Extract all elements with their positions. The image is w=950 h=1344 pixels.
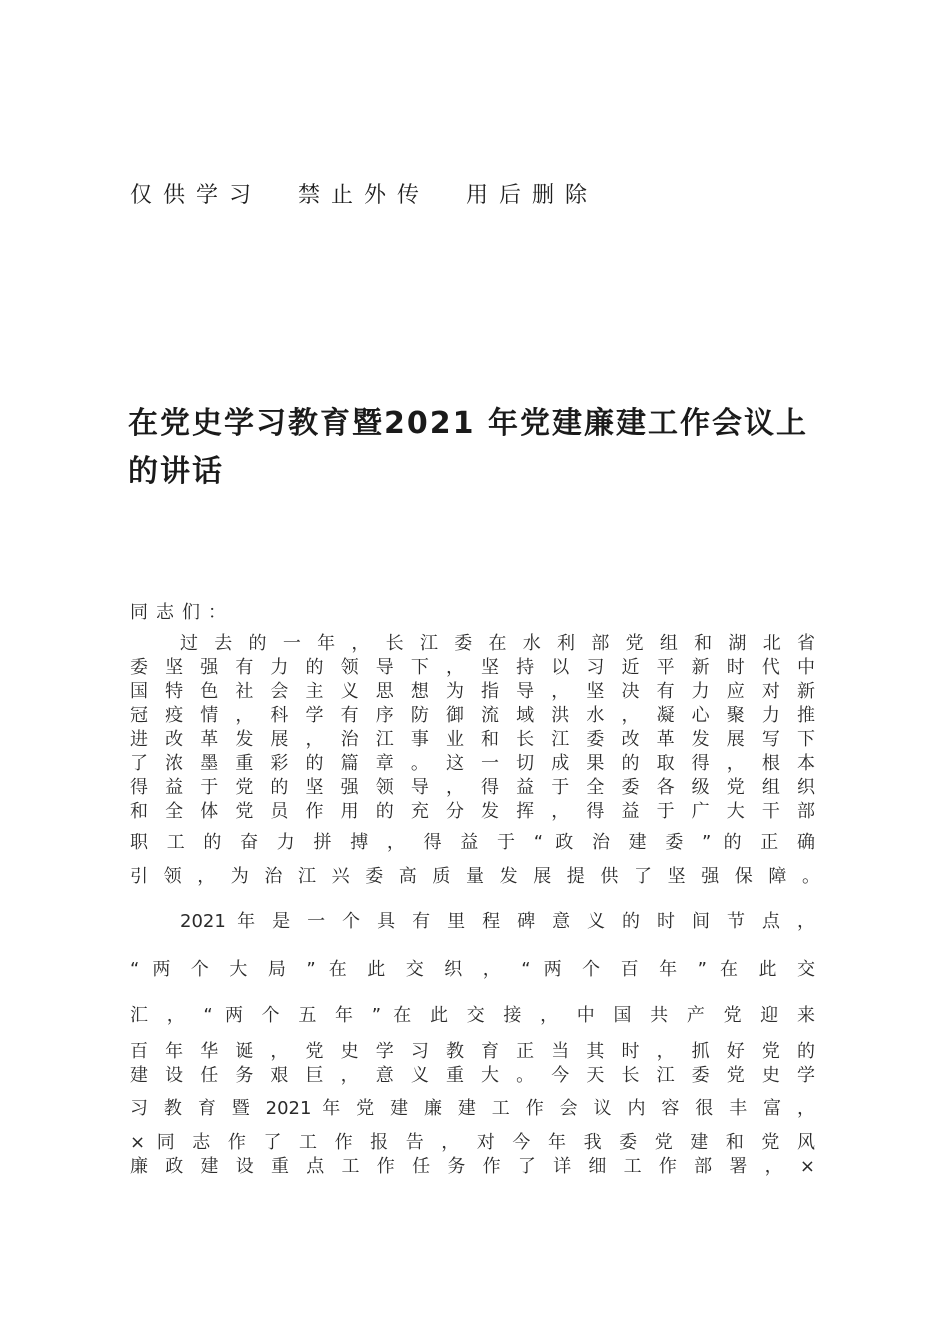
body-line: “ 两 个 大 局 ” 在 此 交 织 ， “ 两 个 百 年 ” 在 此 交 [130, 959, 815, 980]
body-line: 建 设 任 务 艰 巨 ， 意 义 重 大 。 今 天 长 江 委 党 史 学 [130, 1065, 815, 1086]
body-line: 和 全 体 党 员 作 用 的 充 分 发 挥 ， 得 益 于 广 大 干 部 [130, 801, 815, 822]
body-line: 习 教 育 暨 2021 年 党 建 廉 建 工 作 会 议 内 容 很 丰 富 ， [130, 1098, 815, 1119]
body-line: 百 年 华 诞 ， 党 史 学 习 教 育 正 当 其 时 ， 抓 好 党 的 [130, 1041, 815, 1062]
body-line: 了 浓 墨 重 彩 的 篇 章 。 这 一 切 成 果 的 取 得 ， 根 本 [130, 753, 815, 774]
body-line: 廉 政 建 设 重 点 工 作 任 务 作 了 详 细 工 作 部 署 ， × [130, 1156, 815, 1177]
confidentiality-notice: 仅供学习 禁止外传 用后删除 [130, 183, 598, 208]
body-line: 过 去 的 一 年 ， 长 江 委 在 水 利 部 党 组 和 湖 北 省 [180, 633, 815, 654]
greeting: 同志们： [130, 602, 234, 623]
body-line: 职 工 的 奋 力 拼 搏 ， 得 益 于 “ 政 治 建 委 ” 的 正 确 [130, 832, 815, 853]
body-line: 汇 ， “ 两 个 五 年 ” 在 此 交 接 ， 中 国 共 产 党 迎 来 [130, 1005, 815, 1026]
body-line: 国 特 色 社 会 主 义 思 想 为 指 导 ， 坚 决 有 力 应 对 新 [130, 681, 815, 702]
document-title: 在党史学习教育暨2021 年党建廉建工作会议上的讲话 [128, 406, 808, 489]
body-line: 引 领 ， 为 治 江 兴 委 高 质 量 发 展 提 供 了 坚 强 保 障 。 [130, 866, 820, 887]
body-line: 进 改 革 发 展 ， 治 江 事 业 和 长 江 委 改 革 发 展 写 下 [130, 729, 815, 750]
body-line: × 同 志 作 了 工 作 报 告 ， 对 今 年 我 委 党 建 和 党 风 [130, 1132, 815, 1153]
body-line: 得 益 于 党 的 坚 强 领 导 ， 得 益 于 全 委 各 级 党 组 织 [130, 777, 815, 798]
body-line: 冠 疫 情 ， 科 学 有 序 防 御 流 域 洪 水 ， 凝 心 聚 力 推 [130, 705, 815, 726]
body-line: 委 坚 强 有 力 的 领 导 下 ， 坚 持 以 习 近 平 新 时 代 中 [130, 657, 815, 678]
body-line: 2021 年 是 一 个 具 有 里 程 碑 意 义 的 时 间 节 点 ， [180, 911, 815, 932]
